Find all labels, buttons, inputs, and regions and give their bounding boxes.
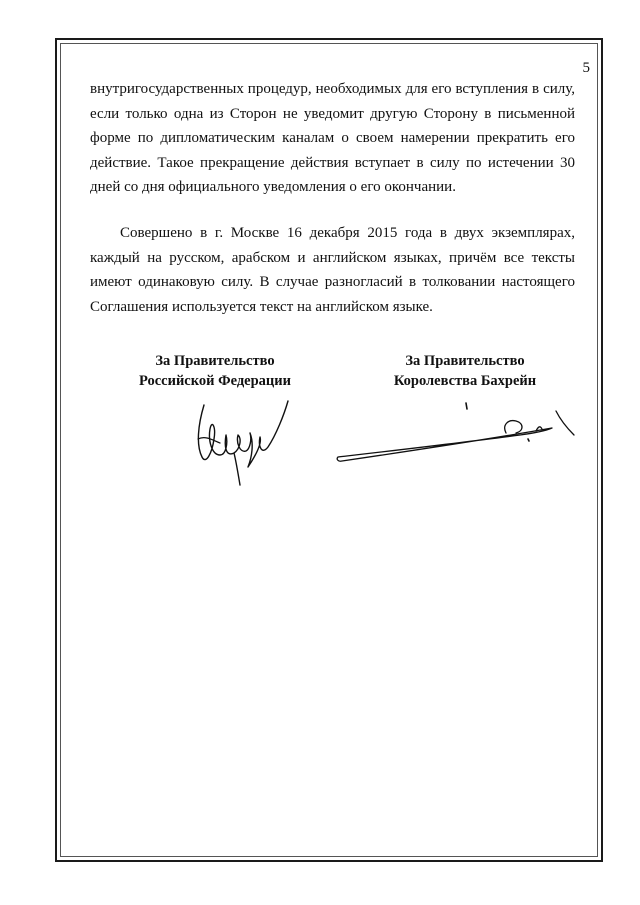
handwritten-signature-bahrain bbox=[330, 395, 590, 470]
signature-heading-line1: За Правительство bbox=[405, 353, 525, 369]
signature-heading-line2: Королевства Бахрейн bbox=[393, 373, 537, 389]
paragraph-entry-into-force: внутригосударственных процедур, необходимых для его вступления в силу, если только одна из Сторон не уведомит другую Сторону в письменной форме по дипломатическим каналам о своем намерении прекратить его действие. Такое прекращение действия вступает в силу по истечении 30 дней со дня официального уведомления о его окончании. bbox=[90, 81, 575, 195]
signature-heading-line2: Российской Федерации bbox=[138, 373, 291, 389]
signature-block-russia bbox=[105, 351, 325, 391]
signature-block-bahrain bbox=[355, 351, 575, 391]
signature-heading-line1: За Правительство bbox=[155, 353, 275, 369]
handwritten-signature-russia bbox=[190, 395, 295, 495]
paragraph-done-at-moscow: Совершено в г. Москве 16 декабря 2015 года в двух экземплярах, каждый на русском, арабском и английском языках, причём все тексты имеют одинаковую силу. В случае разногласий в толковании настоящего Соглашения используется текст на английском языке. bbox=[90, 225, 575, 315]
page-number: 5 bbox=[582, 60, 590, 76]
